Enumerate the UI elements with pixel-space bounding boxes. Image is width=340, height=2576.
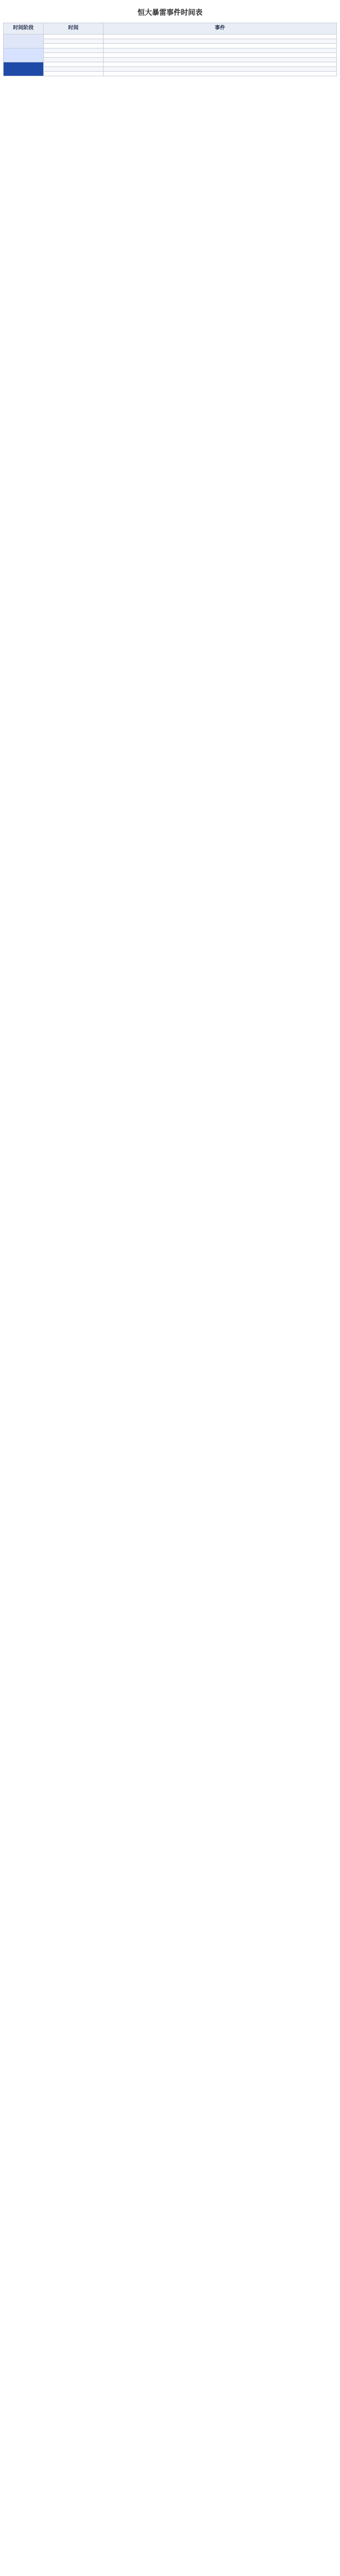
timeline-row [4, 34, 337, 39]
timeline-header-row [4, 23, 337, 35]
timeline-row [4, 43, 337, 48]
timeline-row [4, 48, 337, 53]
event-cell [104, 34, 337, 39]
header-event: 事件 [104, 23, 337, 35]
timeline-row [4, 62, 337, 66]
event-cell [104, 48, 337, 53]
date-cell [43, 39, 103, 43]
timeline-table [3, 23, 337, 76]
date-cell [43, 34, 103, 39]
date-cell [43, 57, 103, 62]
event-cell [104, 71, 337, 76]
event-cell [104, 62, 337, 66]
event-cell [104, 66, 337, 71]
header-stage: 时间阶段 [4, 23, 44, 35]
event-cell [104, 57, 337, 62]
date-cell [43, 43, 103, 48]
date-cell [43, 62, 103, 66]
timeline-body [4, 34, 337, 76]
document-title: 恒大暴雷事件时间表 [138, 8, 202, 16]
event-cell [104, 53, 337, 57]
timeline-row [4, 57, 337, 62]
header-date: 时间 [43, 23, 103, 35]
stage-cell [4, 48, 44, 62]
timeline-row [4, 66, 337, 71]
date-cell [43, 66, 103, 71]
event-cell [104, 43, 337, 48]
date-cell [43, 48, 103, 53]
stage-cell [4, 34, 44, 48]
date-cell [43, 53, 103, 57]
timeline-row [4, 53, 337, 57]
page [0, 0, 340, 81]
date-cell [43, 71, 103, 76]
timeline-row [4, 39, 337, 43]
timeline-header [4, 23, 337, 35]
event-cell [104, 39, 337, 43]
timeline-row [4, 71, 337, 76]
stage-cell [4, 62, 44, 76]
